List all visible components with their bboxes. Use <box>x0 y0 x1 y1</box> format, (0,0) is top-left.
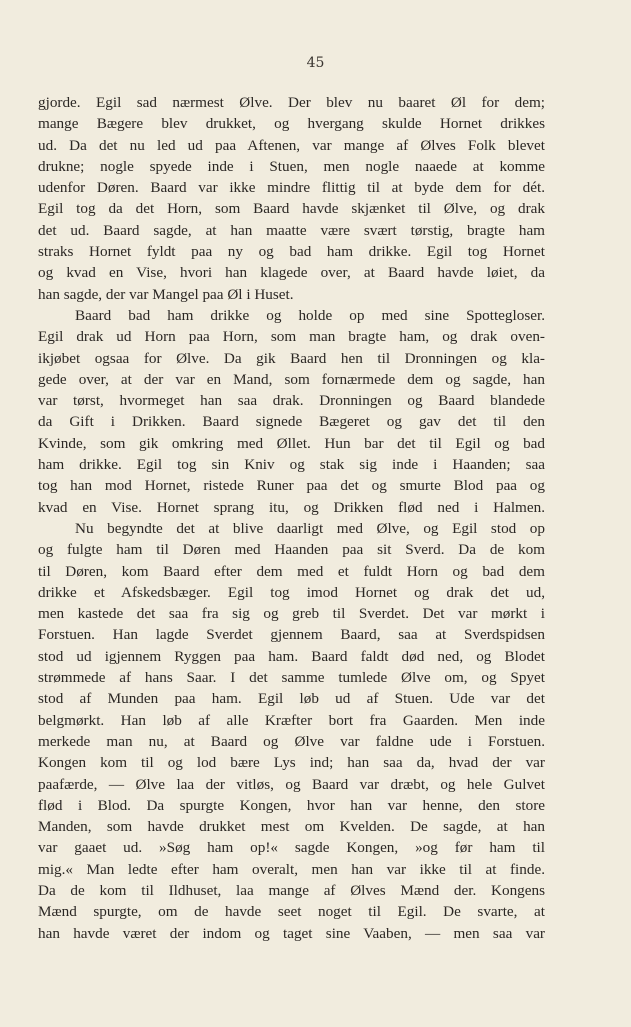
text-line: Forstuen. Han lagde Sverdet gjennem Baard, saa at Sverdspidsen <box>38 626 545 644</box>
text-line: til Døren, kom Baard efter dem med et fuldt Horn og bad dem <box>38 562 545 580</box>
text-line: Da de kom til Ildhuset, laa mange af Ølves Mænd der. Kongens <box>38 881 545 899</box>
text-line: men kastede det saa fra sig og greb til Sverdet. Det var mørkt i <box>38 605 545 623</box>
text-line: var tørst, hvormeget han saa drak. Dronningen og Baard blandede <box>38 392 545 410</box>
text-line: Egil tog da det Horn, som Baard havde skjænket til Ølve, og drak <box>38 200 545 218</box>
text-line: kvad en Vise. Hornet sprang itu, og Drikken flød ned i Halmen. <box>38 498 545 516</box>
text-line: gjorde. Egil sad nærmest Ølve. Der blev nu baaret Øl for dem; <box>38 94 545 111</box>
text-line: merkede man nu, at Baard og Ølve var faldne ude i Forstuen. <box>38 732 545 750</box>
text-line: paafærde, — Ølve laa der vitløs, og Baard var dræbt, og hele Gulvet <box>38 775 545 793</box>
text-line: belgmørkt. Han løb af alle Kræfter bort fra Gaarden. Men inde <box>38 711 545 729</box>
text-line: da Gift i Drikken. Baard signede Bægeret og gav det til den <box>38 413 545 431</box>
text-line: han havde været der indom og taget sine Vaaben, — men saa var <box>38 924 545 942</box>
text-line: stod af Munden paa ham. Egil løb ud af Stuen. Ude var det <box>38 690 545 708</box>
text-line: straks Hornet fyldt paa ny og bad ham drikke. Egil tog Hornet <box>38 243 545 261</box>
text-line: Mænd spurgte, om de havde seet noget til Egil. De svarte, at <box>38 903 545 921</box>
body-text <box>38 92 545 944</box>
text-line: han sagde, der var Mangel paa Øl i Huset. <box>38 285 294 303</box>
text-line: drukne; nogle spyede inde i Stuen, men nogle naaede at komme <box>38 157 545 175</box>
text-line: og kvad en Vise, hvori han klagede over, at Baard havde løiet, da <box>38 264 545 282</box>
text-line: ikjøbet ogsaa for Ølve. Da gik Baard hen til Dronningen og kla- <box>38 349 545 367</box>
text-line: flød i Blod. Da spurgte Kongen, hvor han var henne, den store <box>38 796 545 814</box>
text-line: ud. Da det nu led ud paa Aftenen, var mange af Ølves Folk blevet <box>38 136 545 154</box>
text-line: gede over, at der var en Mand, som fornærmede dem og sagde, han <box>38 370 545 388</box>
text-line: Kongen kom til og lod bære Lys ind; han saa da, hvad der var <box>38 754 545 772</box>
page-number: 45 <box>306 55 325 71</box>
text-line: stod ud igjennem Ryggen paa ham. Baard faldt død ned, og Blodet <box>38 647 545 665</box>
text-line: var gaaet ud. »Søg ham op!« sagde Kongen, »og før ham til <box>38 839 545 857</box>
text-line: Manden, som havde drukket mest om Kvelden. De sagde, at han <box>38 818 545 836</box>
text-line: mig.« Man ledte efter ham overalt, men han var ikke til at finde. <box>38 860 545 878</box>
text-line: det ud. Baard sagde, at han maatte være svært tørstig, bragte ham <box>38 221 545 239</box>
text-line: strømmede af hans Saar. I det samme tumlede Ølve om, og Spyet <box>38 669 545 687</box>
text-line: udenfor Døren. Baard var ikke mindre flittig til at byde dem for dét. <box>38 179 545 197</box>
text-line: og fulgte ham til Døren med Haanden paa sit Sverd. Da de kom <box>38 541 545 559</box>
text-line: Egil drak ud Horn paa Horn, som man bragte ham, og drak oven- <box>38 328 545 346</box>
text-line: mange Bægere blev drukket, og hvergang skulde Hornet drikkes <box>38 115 545 133</box>
text-line: tog han mod Hornet, ristede Runer paa det og smurte Blod paa og <box>38 477 545 495</box>
text-line: Nu begyndte det at blive daarligt med Ølve, og Egil stod op <box>75 519 545 537</box>
text-line: ham drikke. Egil tog sin Kniv og stak sig inde i Haanden; saa <box>38 456 545 474</box>
text-line: Kvinde, som gik omkring med Øllet. Hun bar det til Egil og bad <box>38 434 545 452</box>
text-line: drikke et Afskedsbæger. Egil tog imod Hornet og drak det ud, <box>38 583 545 601</box>
text-line: Baard bad ham drikke og holde op med sine Spottegloser. <box>75 306 545 324</box>
